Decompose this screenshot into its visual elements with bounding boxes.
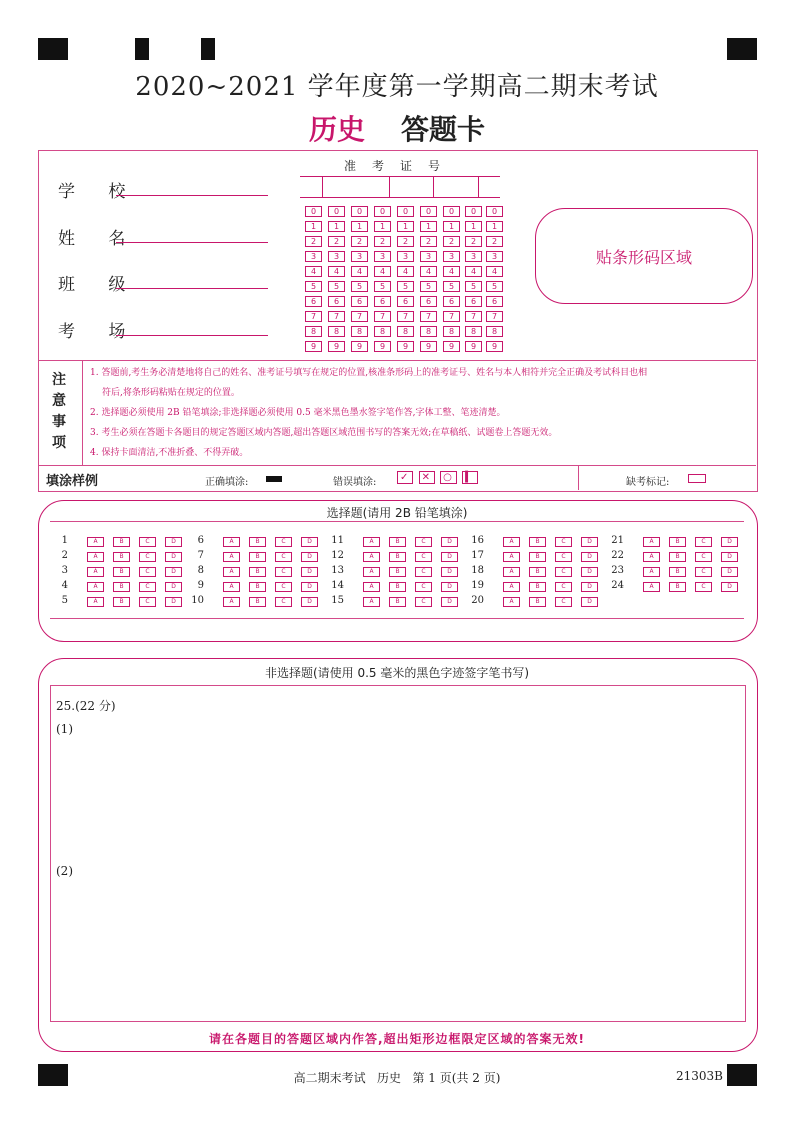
option-bubble[interactable]: A xyxy=(503,537,520,547)
question-number: 15 xyxy=(331,595,344,606)
notice-sample-divider xyxy=(38,465,756,466)
digit-bubble[interactable]: 5 xyxy=(305,281,322,292)
option-bubble[interactable]: D xyxy=(721,537,738,547)
option-bubble[interactable]: B xyxy=(249,567,266,577)
digit-bubble[interactable]: 1 xyxy=(328,221,345,232)
option-bubble[interactable]: C xyxy=(695,582,712,592)
digit-bubble[interactable]: 9 xyxy=(486,341,503,352)
option-bubble[interactable]: B xyxy=(669,582,686,592)
digit-bubble[interactable]: 2 xyxy=(374,236,391,247)
option-bubble[interactable]: B xyxy=(529,582,546,592)
footer-code: 21303B xyxy=(676,1069,723,1083)
school-label: 学 校 xyxy=(58,182,140,202)
digit-bubble[interactable]: 1 xyxy=(397,221,414,232)
option-bubble[interactable]: D xyxy=(441,582,458,592)
option-bubble[interactable]: B xyxy=(529,597,546,607)
subject-name: 历史 xyxy=(308,113,365,146)
question-number: 8 xyxy=(197,565,204,576)
barcode-label: 贴条形码区域 xyxy=(595,247,692,267)
option-bubble[interactable]: A xyxy=(87,552,104,562)
digit-bubble[interactable]: 9 xyxy=(351,341,368,352)
position-mark xyxy=(727,38,757,60)
option-bubble[interactable]: D xyxy=(581,597,598,607)
digit-bubble[interactable]: 8 xyxy=(443,326,460,337)
option-bubble[interactable]: B xyxy=(389,582,406,592)
option-bubble[interactable]: B xyxy=(389,552,406,562)
option-bubble[interactable]: A xyxy=(363,567,380,577)
digit-bubble[interactable]: 6 xyxy=(305,296,322,307)
question-number: 6 xyxy=(197,535,204,546)
option-bubble[interactable]: B xyxy=(389,597,406,607)
position-mark xyxy=(135,38,149,60)
option-bubble[interactable]: B xyxy=(249,537,266,547)
option-bubble[interactable]: B xyxy=(249,552,266,562)
digit-bubble[interactable]: 4 xyxy=(397,266,414,277)
option-bubble[interactable]: B xyxy=(669,552,686,562)
digit-bubble[interactable]: 3 xyxy=(465,251,482,262)
option-bubble[interactable]: C xyxy=(139,552,156,562)
notice-item: 符后,将条形码粘贴在规定的位置。 xyxy=(102,388,240,398)
barcode-area xyxy=(535,208,753,304)
digit-bubble[interactable]: 4 xyxy=(486,266,503,277)
notice-item: 1. 答题前,考生务必清楚地将自己的姓名、准考证号填写在规定的位置,核准条形码上的准考证号、姓名与本人相符并完全正确及考试科目也相 xyxy=(90,368,648,378)
option-bubble[interactable]: A xyxy=(223,567,240,577)
option-bubble[interactable]: B xyxy=(529,537,546,547)
digit-bubble[interactable]: 0 xyxy=(465,206,482,217)
question-number: 22 xyxy=(611,550,624,561)
question-number: 19 xyxy=(471,580,484,591)
option-bubble[interactable]: A xyxy=(503,552,520,562)
wrong-fill-samples xyxy=(397,472,478,483)
sample-label: 填涂样例 xyxy=(46,474,99,489)
digit-bubble[interactable]: 9 xyxy=(374,341,391,352)
digit-bubble[interactable]: 5 xyxy=(397,281,414,292)
option-bubble[interactable]: B xyxy=(669,537,686,547)
option-bubble[interactable]: C xyxy=(555,582,572,592)
room-field[interactable] xyxy=(116,335,268,336)
option-bubble[interactable]: D xyxy=(165,582,182,592)
option-bubble[interactable]: B xyxy=(249,597,266,607)
option-bubble[interactable]: D xyxy=(581,537,598,547)
name-field[interactable] xyxy=(116,242,268,243)
digit-bubble[interactable]: 8 xyxy=(305,326,322,337)
option-bubble[interactable]: A xyxy=(503,567,520,577)
digit-bubble[interactable]: 5 xyxy=(443,281,460,292)
option-bubble[interactable]: D xyxy=(301,597,318,607)
question-number: 11 xyxy=(331,535,344,546)
admission-number-write-row[interactable] xyxy=(300,176,500,198)
option-bubble[interactable]: B xyxy=(113,552,130,562)
digit-bubble[interactable]: 0 xyxy=(443,206,460,217)
question-25-label: 25.(22 分) xyxy=(56,699,116,713)
choice-title: 选择题(请用 2B 铅笔填涂) xyxy=(326,506,468,520)
digit-bubble[interactable]: 7 xyxy=(420,311,437,322)
room-label: 考 场 xyxy=(58,322,140,342)
question-number: 10 xyxy=(191,595,204,606)
digit-bubble[interactable]: 0 xyxy=(374,206,391,217)
answer-area-warning: 请在各题目的答题区域内作答,超出矩形边框限定区域的答案无效! xyxy=(208,1032,586,1046)
option-bubble[interactable]: C xyxy=(139,597,156,607)
option-bubble[interactable]: A xyxy=(363,552,380,562)
option-bubble[interactable]: B xyxy=(389,567,406,577)
digit-bubble[interactable]: 1 xyxy=(465,221,482,232)
option-bubble[interactable]: A xyxy=(503,582,520,592)
position-mark xyxy=(38,38,68,60)
option-bubble[interactable]: A xyxy=(223,552,240,562)
subject-heading xyxy=(0,108,794,148)
digit-bubble[interactable]: 3 xyxy=(305,251,322,262)
option-bubble[interactable]: C xyxy=(275,537,292,547)
choice-bottom-rule xyxy=(50,618,744,619)
digit-bubble[interactable]: 4 xyxy=(443,266,460,277)
option-bubble[interactable]: C xyxy=(555,537,572,547)
option-bubble[interactable]: D xyxy=(301,552,318,562)
question-number: 21 xyxy=(611,535,624,546)
name-label: 姓 名 xyxy=(58,229,140,249)
question-number: 17 xyxy=(471,550,484,561)
option-bubble[interactable]: A xyxy=(223,582,240,592)
digit-bubble[interactable]: 7 xyxy=(443,311,460,322)
absent-box[interactable] xyxy=(688,474,706,483)
option-bubble[interactable]: D xyxy=(441,537,458,547)
option-bubble[interactable]: A xyxy=(87,582,104,592)
question-number: 14 xyxy=(331,580,344,591)
digit-bubble[interactable]: 1 xyxy=(374,221,391,232)
option-bubble[interactable]: C xyxy=(139,537,156,547)
digit-bubble[interactable]: 2 xyxy=(397,236,414,247)
digit-bubble[interactable]: 0 xyxy=(486,206,503,217)
option-bubble[interactable]: D xyxy=(441,567,458,577)
option-bubble[interactable]: A xyxy=(87,597,104,607)
question-number: 3 xyxy=(61,565,68,576)
question-number: 16 xyxy=(471,535,484,546)
digit-bubble[interactable]: 4 xyxy=(328,266,345,277)
digit-bubble[interactable]: 9 xyxy=(328,341,345,352)
digit-bubble[interactable]: 1 xyxy=(351,221,368,232)
digit-bubble[interactable]: 3 xyxy=(486,251,503,262)
digit-bubble[interactable]: 5 xyxy=(486,281,503,292)
option-bubble[interactable]: B xyxy=(389,537,406,547)
digit-bubble[interactable]: 9 xyxy=(443,341,460,352)
option-bubble[interactable]: A xyxy=(87,567,104,577)
digit-bubble[interactable]: 8 xyxy=(374,326,391,337)
question-number: 9 xyxy=(197,580,204,591)
digit-bubble[interactable]: 8 xyxy=(397,326,414,337)
option-bubble[interactable]: C xyxy=(415,537,432,547)
digit-bubble[interactable]: 3 xyxy=(328,251,345,262)
digit-bubble[interactable]: 8 xyxy=(328,326,345,337)
digit-bubble[interactable]: 7 xyxy=(351,311,368,322)
digit-bubble[interactable]: 1 xyxy=(443,221,460,232)
class-field[interactable] xyxy=(116,288,268,289)
digit-bubble[interactable]: 5 xyxy=(351,281,368,292)
digit-bubble[interactable]: 5 xyxy=(328,281,345,292)
option-bubble[interactable]: D xyxy=(165,552,182,562)
option-bubble[interactable]: D xyxy=(165,537,182,547)
option-bubble[interactable]: C xyxy=(275,597,292,607)
digit-bubble[interactable]: 6 xyxy=(443,296,460,307)
option-bubble[interactable]: D xyxy=(301,567,318,577)
part-1-label: (1) xyxy=(56,722,73,736)
option-bubble[interactable]: C xyxy=(275,582,292,592)
option-bubble[interactable]: D xyxy=(581,552,598,562)
option-bubble[interactable]: D xyxy=(721,552,738,562)
digit-bubble[interactable]: 2 xyxy=(420,236,437,247)
digit-bubble[interactable]: 2 xyxy=(305,236,322,247)
option-bubble[interactable]: B xyxy=(249,582,266,592)
digit-bubble[interactable]: 8 xyxy=(420,326,437,337)
option-bubble[interactable]: C xyxy=(139,582,156,592)
digit-bubble[interactable]: 8 xyxy=(351,326,368,337)
check-mark-icon: ✓ xyxy=(397,471,413,484)
option-bubble[interactable]: B xyxy=(113,582,130,592)
option-bubble[interactable]: D xyxy=(721,567,738,577)
circle-mark-icon: ○ xyxy=(440,471,457,484)
digit-bubble[interactable]: 7 xyxy=(328,311,345,322)
correct-fill-label: 正确填涂: xyxy=(205,477,249,488)
notice-item: 2. 选择题必须使用 2B 铅笔填涂;非选择题必须使用 0.5 毫米黑色墨水签字笔作答,字体工整、笔迹清楚。 xyxy=(90,408,506,418)
digit-bubble[interactable]: 6 xyxy=(420,296,437,307)
option-bubble[interactable]: D xyxy=(441,597,458,607)
digit-bubble[interactable]: 2 xyxy=(465,236,482,247)
option-bubble[interactable]: C xyxy=(275,567,292,577)
card-label: 答题卡 xyxy=(401,113,486,146)
option-bubble[interactable]: C xyxy=(415,597,432,607)
digit-bubble[interactable]: 6 xyxy=(351,296,368,307)
digit-bubble[interactable]: 2 xyxy=(443,236,460,247)
digit-bubble[interactable]: 7 xyxy=(465,311,482,322)
question-number: 18 xyxy=(471,565,484,576)
option-bubble[interactable]: A xyxy=(503,597,520,607)
question-number: 5 xyxy=(61,595,68,606)
option-bubble[interactable]: D xyxy=(721,582,738,592)
option-bubble[interactable]: C xyxy=(139,567,156,577)
digit-bubble[interactable]: 0 xyxy=(351,206,368,217)
digit-bubble[interactable]: 9 xyxy=(465,341,482,352)
option-bubble[interactable]: C xyxy=(555,567,572,577)
digit-bubble[interactable]: 0 xyxy=(420,206,437,217)
option-bubble[interactable]: C xyxy=(555,552,572,562)
option-bubble[interactable]: B xyxy=(529,567,546,577)
notice-head-divider xyxy=(82,360,83,465)
question-number: 23 xyxy=(611,565,624,576)
admission-number-title: 准考证号 xyxy=(343,159,456,173)
option-bubble[interactable]: B xyxy=(113,567,130,577)
option-bubble[interactable]: D xyxy=(581,582,598,592)
option-bubble[interactable]: C xyxy=(415,552,432,562)
notice-item: 3. 考生必须在答题卡各题目的规定答题区域内答题,超出答题区域范围书写的答案无效;在草稿纸、试题卷上答题无效。 xyxy=(90,428,558,438)
digit-bubble[interactable]: 6 xyxy=(397,296,414,307)
question-number: 13 xyxy=(331,565,344,576)
option-bubble[interactable]: C xyxy=(695,567,712,577)
digit-bubble[interactable]: 2 xyxy=(486,236,503,247)
option-bubble[interactable]: A xyxy=(643,582,660,592)
wrong-fill-label: 错误填涂: xyxy=(333,477,377,488)
digit-bubble[interactable]: 5 xyxy=(420,281,437,292)
digit-bubble[interactable]: 3 xyxy=(420,251,437,262)
digit-bubble[interactable]: 1 xyxy=(305,221,322,232)
option-bubble[interactable]: D xyxy=(581,567,598,577)
option-bubble[interactable]: A xyxy=(643,537,660,547)
digit-bubble[interactable]: 3 xyxy=(351,251,368,262)
absent-label: 缺考标记: xyxy=(626,477,670,488)
digit-bubble[interactable]: 7 xyxy=(397,311,414,322)
digit-bubble[interactable]: 5 xyxy=(374,281,391,292)
essay-title: 非选择题(请使用 0.5 毫米的黑色字迹签字笔书写) xyxy=(264,666,530,680)
digit-bubble[interactable]: 4 xyxy=(351,266,368,277)
digit-bubble[interactable]: 3 xyxy=(374,251,391,262)
exam-title: 2020~2021 学年度第一学期高二期末考试 xyxy=(135,72,659,102)
option-bubble[interactable]: D xyxy=(165,597,182,607)
option-bubble[interactable]: A xyxy=(363,537,380,547)
absent-divider xyxy=(578,466,579,490)
class-label: 班 级 xyxy=(58,275,140,295)
digit-bubble[interactable]: 6 xyxy=(374,296,391,307)
digit-bubble[interactable]: 9 xyxy=(305,341,322,352)
digit-bubble[interactable]: 9 xyxy=(397,341,414,352)
digit-bubble[interactable]: 7 xyxy=(305,311,322,322)
option-bubble[interactable]: B xyxy=(669,567,686,577)
digit-bubble[interactable]: 0 xyxy=(305,206,322,217)
part-2-label: (2) xyxy=(56,864,73,878)
digit-bubble[interactable]: 3 xyxy=(397,251,414,262)
option-bubble[interactable]: C xyxy=(555,597,572,607)
position-mark xyxy=(727,1064,757,1086)
digit-bubble[interactable]: 8 xyxy=(465,326,482,337)
question-number: 20 xyxy=(471,595,484,606)
option-bubble[interactable]: A xyxy=(643,567,660,577)
digit-bubble[interactable]: 4 xyxy=(305,266,322,277)
partial-mark-icon: ▍ xyxy=(462,471,478,484)
digit-bubble[interactable]: 9 xyxy=(420,341,437,352)
option-bubble[interactable]: A xyxy=(643,552,660,562)
notice-heading: 注 意 事 项 xyxy=(52,372,66,451)
option-bubble[interactable]: D xyxy=(301,537,318,547)
option-bubble[interactable]: D xyxy=(165,567,182,577)
essay-answer-box[interactable] xyxy=(50,685,746,1022)
question-number: 4 xyxy=(61,580,68,591)
digit-bubble[interactable]: 0 xyxy=(397,206,414,217)
digit-bubble[interactable]: 6 xyxy=(328,296,345,307)
digit-bubble[interactable]: 2 xyxy=(328,236,345,247)
digit-bubble[interactable]: 5 xyxy=(465,281,482,292)
option-bubble[interactable]: C xyxy=(695,537,712,547)
question-number: 1 xyxy=(61,535,68,546)
cross-mark-icon: ✕ xyxy=(419,471,435,484)
option-bubble[interactable]: A xyxy=(223,537,240,547)
option-bubble[interactable]: C xyxy=(415,567,432,577)
digit-bubble[interactable]: 2 xyxy=(351,236,368,247)
notice-item: 4. 保持卡面清洁,不准折叠、不得弄破。 xyxy=(90,448,249,458)
digit-bubble[interactable]: 6 xyxy=(486,296,503,307)
info-notice-divider xyxy=(38,360,756,361)
question-number: 24 xyxy=(611,580,624,591)
digit-bubble[interactable]: 0 xyxy=(328,206,345,217)
digit-bubble[interactable]: 8 xyxy=(486,326,503,337)
digit-bubble[interactable]: 6 xyxy=(465,296,482,307)
question-number: 7 xyxy=(197,550,204,561)
option-bubble[interactable]: B xyxy=(113,537,130,547)
digit-bubble[interactable]: 1 xyxy=(420,221,437,232)
digit-bubble[interactable]: 4 xyxy=(465,266,482,277)
option-bubble[interactable]: D xyxy=(441,552,458,562)
option-bubble[interactable]: A xyxy=(87,537,104,547)
digit-bubble[interactable]: 4 xyxy=(374,266,391,277)
footer-page-info: 高二期末考试 历史 第 1 页(共 2 页) xyxy=(293,1071,501,1085)
digit-bubble[interactable]: 1 xyxy=(486,221,503,232)
digit-bubble[interactable]: 4 xyxy=(420,266,437,277)
option-bubble[interactable]: D xyxy=(301,582,318,592)
option-bubble[interactable]: C xyxy=(695,552,712,562)
school-field[interactable] xyxy=(116,195,268,196)
option-bubble[interactable]: A xyxy=(363,582,380,592)
digit-bubble[interactable]: 7 xyxy=(486,311,503,322)
option-bubble[interactable]: A xyxy=(363,597,380,607)
option-bubble[interactable]: C xyxy=(275,552,292,562)
option-bubble[interactable]: C xyxy=(415,582,432,592)
digit-bubble[interactable]: 3 xyxy=(443,251,460,262)
digit-bubble[interactable]: 7 xyxy=(374,311,391,322)
choice-title-rule xyxy=(50,521,744,522)
question-number: 2 xyxy=(61,550,68,561)
option-bubble[interactable]: B xyxy=(529,552,546,562)
position-mark xyxy=(201,38,215,60)
correct-fill-sample xyxy=(266,476,282,482)
question-number: 12 xyxy=(331,550,344,561)
option-bubble[interactable]: B xyxy=(113,597,130,607)
option-bubble[interactable]: A xyxy=(223,597,240,607)
